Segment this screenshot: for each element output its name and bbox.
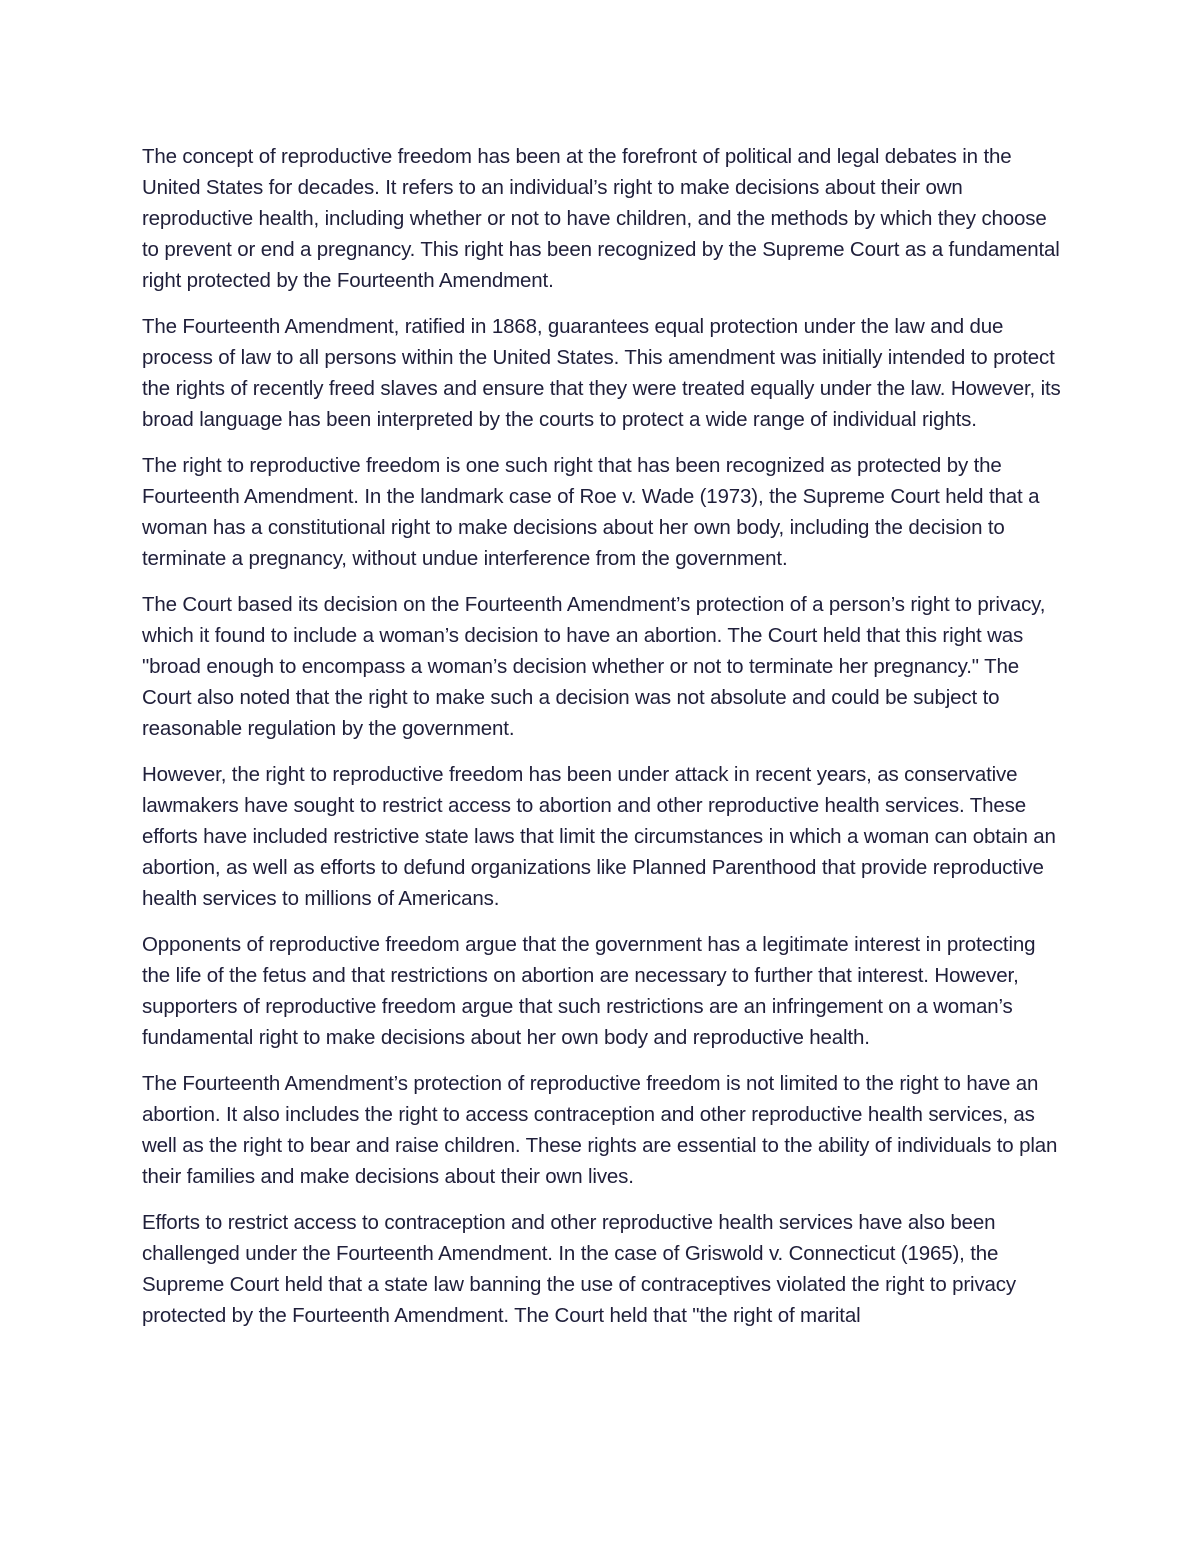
paragraph-8: Efforts to restrict access to contraception and other reproductive health services have also been challenged under the Fourteenth Amendment. In the case of Griswold v. Connecticut (1965), the Supreme Court held that a state law banning the use of contraceptives violated the right to privacy protected by the Fourteenth Amendment. The Court held that "the right of marital: [142, 1211, 1016, 1327]
paragraph-6: Opponents of reproductive freedom argue that the government has a legitimate interest in protecting the life of the fetus and that restrictions on abortion are necessary to further that interest. However, supporters of reproductive freedom argue that such restrictions are an infringement on a woman’s fundamental right to make decisions about her own body and reproductive health.: [142, 933, 1036, 1049]
paragraph-5: However, the right to reproductive freedom has been under attack in recent years, as conservative lawmakers have sought to restrict access to abortion and other reproductive health services. These efforts have included restrictive state laws that limit the circumstances in which a woman can obtain an abortion, as well as efforts to defund organizations like Planned Parenthood that provide reproductive health services to millions of Americans.: [142, 763, 1056, 910]
document-body: [142, 141, 1062, 1346]
paragraph-7: The Fourteenth Amendment’s protection of reproductive freedom is not limited to the right to have an abortion. It also includes the right to access contraception and other reproductive health services, as well as the right to bear and raise children. These rights are essential to the ability of individuals to plan their families and make decisions about their own lives.: [142, 1072, 1058, 1188]
paragraph-3: The right to reproductive freedom is one such right that has been recognized as protected by the Fourteenth Amendment. In the landmark case of Roe v. Wade (1973), the Supreme Court held that a woman has a constitutional right to make decisions about her own body, including the decision to terminate a pregnancy, without undue interference from the government.: [142, 454, 1040, 570]
paragraph-2: The Fourteenth Amendment, ratified in 1868, guarantees equal protection under the law and due process of law to all persons within the United States. This amendment was initially intended to protect the rights of recently freed slaves and ensure that they were treated equally under the law. However, its broad language has been interpreted by the courts to protect a wide range of individual rights.: [142, 315, 1061, 431]
paragraph-4: The Court based its decision on the Fourteenth Amendment’s protection of a person’s right to privacy, which it found to include a woman’s decision to have an abortion. The Court held that this right was "broad enough to encompass a woman’s decision whether or not to terminate her pregnancy." The Court also noted that the right to make such a decision was not absolute and could be subject to reasonable regulation by the government.: [142, 593, 1046, 740]
paragraph-1: The concept of reproductive freedom has been at the forefront of political and legal debates in the United States for decades. It refers to an individual’s right to make decisions about their own reproductive health, including whether or not to have children, and the methods by which they choose to prevent or end a pregnancy. This right has been recognized by the Supreme Court as a fundamental right protected by the Fourteenth Amendment.: [142, 145, 1060, 292]
